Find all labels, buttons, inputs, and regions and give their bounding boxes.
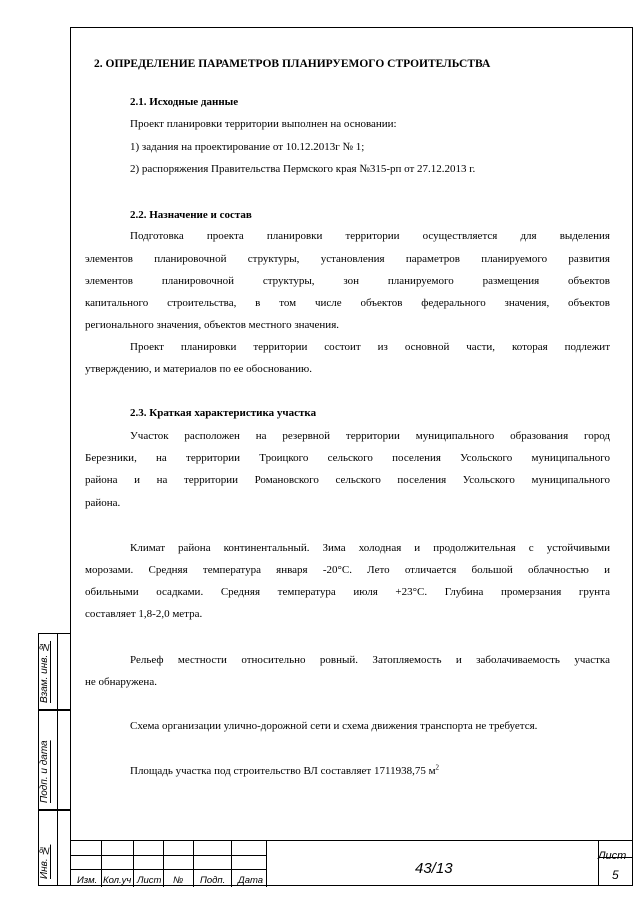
s23-p2-line-2: морозами. Средняя температура января -20°С. Лето отличается большой облачностью и [85,564,610,576]
s22-p1-line-1: Подготовка проекта планировки территории осуществляется для выделения [130,230,610,242]
sheet-label: Лист [598,850,627,862]
s23-p2-line-3: обильными осадками. Средняя температура июля +23°С. Глубина промерзания грунта [85,586,610,598]
s23-p2-line-4: составляет 1,8-2,0 метра. [85,608,203,620]
s22-p1-line-2: элементов планировочной структуры, установления параметров планируемого развития [85,253,610,265]
side-label-replace-inv: Взам. инв. № [39,640,50,703]
title-block [70,840,633,886]
heading-2-2: 2.2. Назначение и состав [130,209,252,221]
s23-p1-line-1: Участок расположен на резервной территории муниципального образования город [130,430,610,442]
s22-p2-line-2: утверждению, и материалов по ее обоснованию. [85,363,312,375]
s23-p4: Схема организации улично-дорожной сети и схема движения транспорта не требуется. [130,720,538,732]
s22-p1-line-5: регионального значения, объектов местного значения. [85,319,339,331]
header-number: № [173,875,184,886]
side-label-inv-no: Инв. № [39,844,50,879]
header-sheet: Лист [137,875,162,886]
header-count: Кол.уч [103,875,132,886]
header-change: Изм. [77,875,98,886]
side-stamp-signature [38,710,70,810]
document-number: 43/13 [415,860,453,877]
header-signature: Подп. [200,875,226,886]
s21-line-1: Проект планировки территории выполнен на основании: [130,118,397,130]
section-title: 2. ОПРЕДЕЛЕНИЕ ПАРАМЕТРОВ ПЛАНИРУЕМОГО СТРОИТЕЛЬСТВА [94,58,491,70]
s22-p2-line-1: Проект планировки территории состоит из основной части, которая подлежит [130,341,610,353]
side-stamp-inv [38,810,70,886]
superscript-2: 2 [435,763,440,772]
s23-p5: Площадь участка под строительство ВЛ составляет 1711938,75 $м^2$ [130,763,440,777]
s22-p1-line-3: элементов планировочной структуры, зон планируемого размещения объектов [85,275,610,287]
header-date: Дата [238,875,264,886]
s23-p3-line-2: не обнаружена. [85,676,157,688]
s21-line-3: 2) распоряжения Правительства Пермского края №315-рп от 27.12.2013 г. [130,163,476,175]
sheet-number: 5 [612,868,619,882]
heading-2-3: 2.3. Краткая характеристика участка [130,407,317,419]
s21-line-2: 1) задания на проектирование от 10.12.2013г № 1; [130,141,365,153]
s23-p2-line-1: Климат района континентальный. Зима холодная и продолжительная с устойчивыми [130,542,610,554]
side-label-signature-date: Подп. и дата [39,740,50,803]
s23-p3-line-1: Рельеф местности относительно ровный. Затопляемость и заболачиваемость участка [130,654,610,666]
heading-2-1: 2.1. Исходные данные [130,96,239,108]
side-stamp-replace [38,633,70,710]
s22-p1-line-4: капитального строительства, в том числе объектов федерального значения, объектов [85,297,610,309]
s23-p1-line-2: Березники, на территории Троицкого сельского поселения Усольского муниципального [85,452,610,464]
s23-p1-line-4: района. [85,497,121,509]
s23-p1-line-3: района и на территории Романовского сельского поселения Усольского муниципального [85,474,610,486]
